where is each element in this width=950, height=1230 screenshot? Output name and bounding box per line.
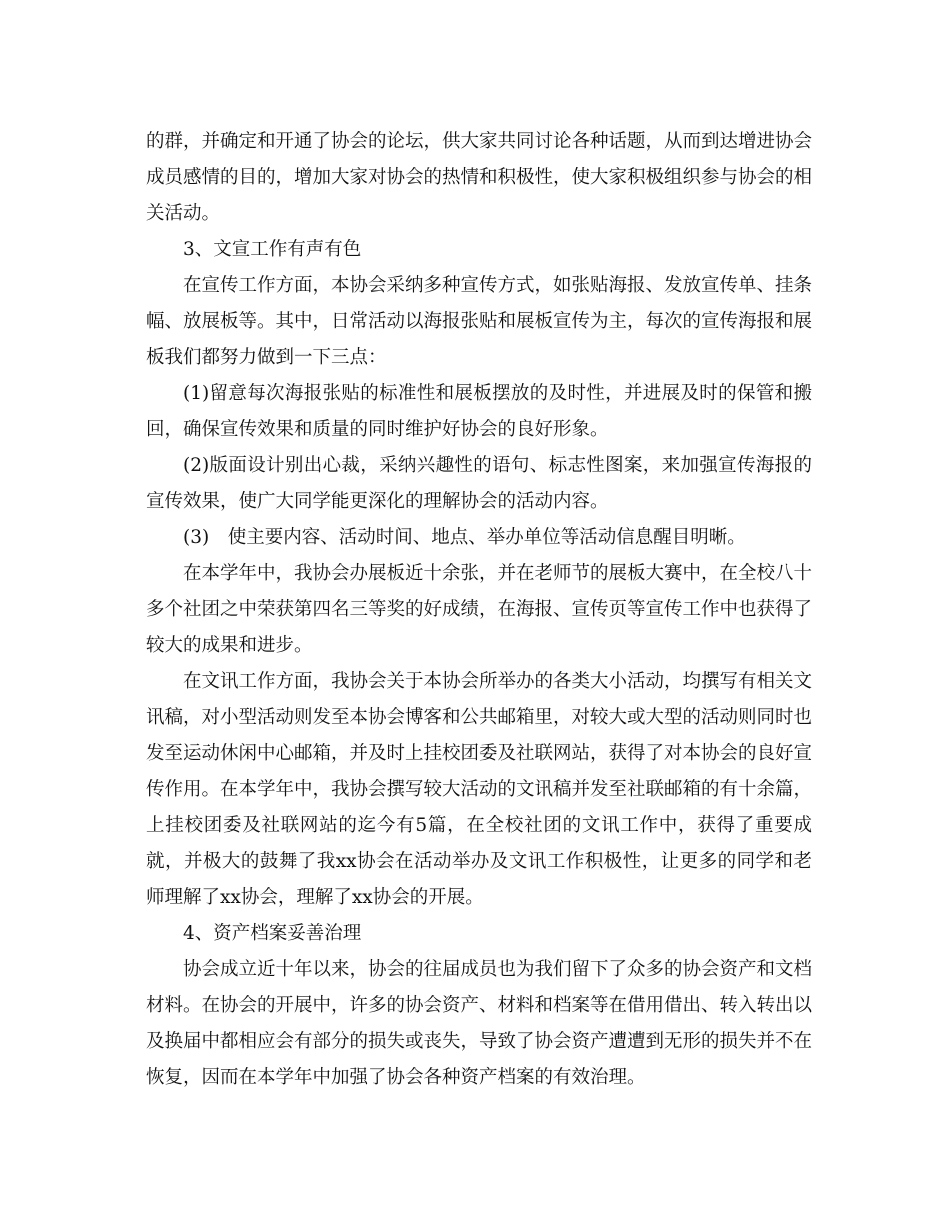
paragraph-exhibition-results: 在本学年中，我协会办展板近十余张，并在老师节的展板大赛中，在全校八十多个社团之中荣获第四名三等奖的好成绩，在海报、宣传页等宣传工作中也获得了较大的成果和进步。 — [146, 563, 813, 656]
list-item-point-2: (2)版面设计别出心裁，采纳兴趣性的语句、标志性图案，来加强宣传海报的宣传效果，使广大同学能更深化的理解协会的活动内容。 — [146, 455, 812, 512]
paragraph-continuation: 的群，并确定和开通了协会的论坛，供大家共同讨论各种话题，从而到达增进协会成员感情的目的，增加大家对协会的热情和积极性，使大家积极组织参与协会的相关活动。 — [146, 131, 813, 224]
section-heading-publicity: 3、文宣工作有声有色 — [183, 239, 362, 260]
paragraph-asset-management: 协会成立近十年以来，协会的往届成员也为我们留下了众多的协会资产和文档材料。在协会的开展中，许多的协会资产、材料和档案等在借用借出、转入转出以及换届中都相应会有部分的损失或丧失，导致了协会资产遭遭到无形的损失并不在恢复，因而在本学年中加强了协会各种资产档案的有效治理。 — [146, 959, 813, 1088]
document-body — [146, 124, 812, 1096]
paragraph-publicity-methods: 在宣传工作方面，本协会采纳多种宣传方式，如张贴海报、发放宣传单、挂条幅、放展板等。其中，日常活动以海报张贴和展板宣传为主，每次的宣传海报和展板我们都努力做到一下三点： — [146, 275, 813, 368]
paragraph-news-writing: 在文讯工作方面，我协会关于本协会所举办的各类大小活动，均撰写有相关文讯稿，对小型活动则发至本协会博客和公共邮箱里，对较大或大型的活动则同时也发至运动休闲中心邮箱，并及时上挂校团委及社联网站，获得了对本协会的良好宣传作用。在本学年中，我协会撰写较大活动的文讯稿并发至社联邮箱的有十余篇，上挂校团委及社联网站的迄今有5篇，在全校社团的文讯工作中，获得了重要成就，并极大的鼓舞了我xx协会在活动举办及文讯工作积极性，让更多的同学和老师理解了xx协会，理解了xx协会的开展。 — [146, 671, 813, 908]
list-item-point-3: (3) 使主要内容、活动时间、地点、举办单位等活动信息醒目明晰。 — [183, 527, 746, 548]
list-item-point-1: (1)留意每次海报张贴的标准性和展板摆放的及时性，并进展及时的保管和搬回，确保宣传效果和质量的同时维护好协会的良好形象。 — [146, 383, 812, 440]
section-heading-assets: 4、资产档案妥善治理 — [183, 923, 362, 944]
